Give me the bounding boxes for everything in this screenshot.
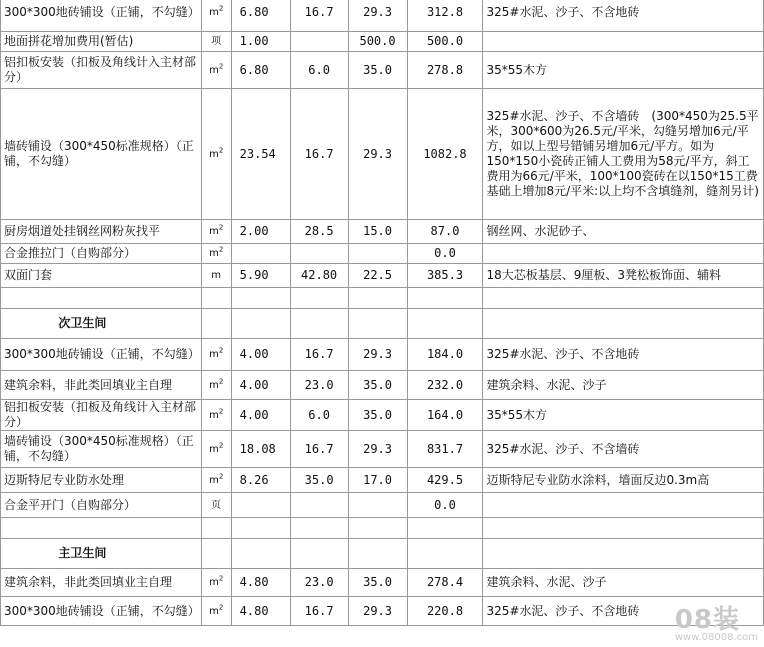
- total-cell[interactable]: 184.0: [407, 339, 483, 371]
- total-cell[interactable]: 232.0: [407, 371, 483, 400]
- table-row: [1, 264, 764, 288]
- watermark-url: www.08008.com: [674, 632, 758, 643]
- total-cell[interactable]: 429.5: [407, 468, 483, 493]
- unit-exponent: 2: [218, 4, 224, 13]
- empty-cell[interactable]: [290, 518, 348, 539]
- note-cell[interactable]: 325#水泥、沙子、不含地砖: [483, 597, 764, 626]
- section-header-row: [1, 539, 764, 569]
- unit-base: m: [209, 474, 219, 486]
- labor-price-cell[interactable]: 16.7: [290, 89, 348, 220]
- table-row: [1, 569, 764, 597]
- unit-cell[interactable]: [201, 52, 231, 89]
- unit-exponent: 2: [218, 472, 224, 481]
- unit-cell[interactable]: [201, 244, 231, 264]
- material-price-cell[interactable]: 35.0: [348, 400, 407, 431]
- empty-cell[interactable]: [407, 309, 483, 339]
- empty-cell[interactable]: [290, 288, 348, 309]
- note-cell[interactable]: 建筑余料、水泥、沙子: [483, 371, 764, 400]
- note-cell[interactable]: [483, 32, 764, 52]
- item-name-cell[interactable]: 300*300地砖铺设（正铺，不勾缝）: [1, 339, 202, 371]
- unit-cell[interactable]: [201, 468, 231, 493]
- labor-price-cell[interactable]: 23.0: [290, 569, 348, 597]
- blank-row: [1, 518, 764, 539]
- unit-cell[interactable]: [201, 220, 231, 244]
- empty-cell[interactable]: [483, 518, 764, 539]
- unit-base: m: [209, 577, 219, 588]
- table-row: [1, 0, 764, 32]
- quantity-cell[interactable]: 6.80: [231, 52, 290, 89]
- unit-base: m: [209, 64, 219, 76]
- empty-cell[interactable]: [348, 539, 407, 569]
- quantity-cell[interactable]: 4.00: [231, 400, 290, 431]
- empty-cell[interactable]: [483, 309, 764, 339]
- quantity-cell[interactable]: 4.00: [231, 371, 290, 400]
- unit-exponent: 2: [218, 223, 224, 232]
- quotation-table-body: [1, 0, 764, 626]
- unit-exponent: 2: [218, 377, 224, 386]
- labor-price-cell[interactable]: 23.0: [290, 371, 348, 400]
- total-cell[interactable]: 278.8: [407, 52, 483, 89]
- labor-price-cell[interactable]: [290, 493, 348, 518]
- material-price-cell[interactable]: 29.3: [348, 597, 407, 626]
- material-price-cell[interactable]: 29.3: [348, 431, 407, 468]
- item-name-cell[interactable]: 建筑余料，非此类回填业主自理: [1, 371, 202, 400]
- table-row: [1, 431, 764, 468]
- total-cell[interactable]: 220.8: [407, 597, 483, 626]
- empty-cell[interactable]: [201, 539, 231, 569]
- unit-cell[interactable]: [201, 371, 231, 400]
- note-cell[interactable]: 35*55木方: [483, 52, 764, 89]
- empty-cell[interactable]: [231, 288, 290, 309]
- total-cell[interactable]: 831.7: [407, 431, 483, 468]
- quantity-cell[interactable]: [231, 493, 290, 518]
- material-price-cell[interactable]: 29.3: [348, 89, 407, 220]
- unit-base: m: [209, 7, 219, 18]
- item-name-cell[interactable]: 建筑余料，非此类回填业主自理: [1, 569, 202, 597]
- unit-exponent: 2: [218, 603, 224, 612]
- total-cell[interactable]: 278.4: [407, 569, 483, 597]
- item-name-cell[interactable]: 合金平开门（自购部分）: [1, 493, 202, 518]
- unit-exponent: 2: [218, 441, 224, 450]
- section-header-row: [1, 309, 764, 339]
- unit-cell[interactable]: [201, 597, 231, 626]
- empty-cell[interactable]: [290, 309, 348, 339]
- item-name-cell[interactable]: 铝扣板安装（扣板及角线计入主材部分）: [1, 52, 202, 89]
- item-name-cell[interactable]: 双面门套: [1, 264, 202, 288]
- total-cell[interactable]: 87.0: [407, 220, 483, 244]
- note-cell[interactable]: 35*55木方: [483, 400, 764, 431]
- empty-cell[interactable]: [1, 518, 202, 539]
- unit-exponent: 2: [218, 346, 224, 355]
- total-cell[interactable]: 312.8: [407, 0, 483, 32]
- item-name-cell[interactable]: 300*300地砖铺设（正铺，不勾缝）: [1, 597, 202, 626]
- unit-exponent: 2: [218, 146, 224, 155]
- empty-cell[interactable]: [407, 518, 483, 539]
- item-name-cell[interactable]: 厨房烟道处挂钢丝网粉灰找平: [1, 220, 202, 244]
- empty-cell[interactable]: [231, 539, 290, 569]
- table-row: [1, 493, 764, 518]
- quantity-cell[interactable]: 2.00: [231, 220, 290, 244]
- labor-price-cell[interactable]: 35.0: [290, 468, 348, 493]
- unit-cell[interactable]: [201, 400, 231, 431]
- item-name-cell[interactable]: 地面拼花增加费用(暂估): [1, 32, 202, 52]
- quantity-cell[interactable]: [231, 244, 290, 264]
- unit-base: m: [209, 443, 219, 455]
- blank-row: [1, 288, 764, 309]
- note-cell[interactable]: 325#水泥、沙子、不含地砖: [483, 0, 764, 32]
- labor-price-cell[interactable]: 16.7: [290, 339, 348, 371]
- unit-base: m: [209, 409, 219, 421]
- total-cell[interactable]: 164.0: [407, 400, 483, 431]
- material-price-cell[interactable]: 35.0: [348, 569, 407, 597]
- material-price-cell[interactable]: 35.0: [348, 371, 407, 400]
- unit-base: m: [209, 248, 219, 259]
- unit-cell[interactable]: [201, 569, 231, 597]
- quantity-cell[interactable]: 8.26: [231, 468, 290, 493]
- total-cell[interactable]: 500.0: [407, 32, 483, 52]
- empty-cell[interactable]: [483, 539, 764, 569]
- quantity-cell[interactable]: 5.90: [231, 264, 290, 288]
- item-name-cell[interactable]: 300*300地砖铺设（正铺，不勾缝）: [1, 0, 202, 32]
- unit-base: m: [209, 379, 219, 391]
- watermark-logo-text: 08装: [674, 605, 741, 635]
- unit-exponent: 2: [218, 574, 224, 583]
- unit-exponent: 2: [218, 62, 224, 71]
- empty-cell[interactable]: [231, 518, 290, 539]
- table-row: [1, 468, 764, 493]
- unit-base: m: [209, 605, 219, 617]
- empty-cell[interactable]: [201, 518, 231, 539]
- note-cell[interactable]: [483, 493, 764, 518]
- material-price-cell[interactable]: 22.5: [348, 264, 407, 288]
- note-cell[interactable]: [483, 244, 764, 264]
- table-row: [1, 400, 764, 431]
- labor-price-cell[interactable]: 28.5: [290, 220, 348, 244]
- note-cell[interactable]: 建筑余料、水泥、沙子: [483, 569, 764, 597]
- unit-cell[interactable]: [201, 0, 231, 32]
- labor-price-cell[interactable]: 6.0: [290, 400, 348, 431]
- table-row: [1, 244, 764, 264]
- empty-cell[interactable]: [201, 309, 231, 339]
- labor-price-cell[interactable]: 16.7: [290, 597, 348, 626]
- note-cell[interactable]: 325#水泥、沙子、不含墙砖: [483, 431, 764, 468]
- empty-cell[interactable]: [348, 288, 407, 309]
- quantity-cell[interactable]: 18.08: [231, 431, 290, 468]
- labor-price-cell[interactable]: 16.7: [290, 431, 348, 468]
- material-price-cell[interactable]: 17.0: [348, 468, 407, 493]
- empty-cell[interactable]: [483, 288, 764, 309]
- empty-cell[interactable]: [348, 309, 407, 339]
- table-row: [1, 220, 764, 244]
- item-name-cell[interactable]: 墙砖铺设（300*450标准规格）（正铺，不勾缝）: [1, 89, 202, 220]
- labor-price-cell[interactable]: [290, 244, 348, 264]
- empty-cell[interactable]: [201, 288, 231, 309]
- material-price-cell[interactable]: 500.0: [348, 32, 407, 52]
- section-title-cell[interactable]: 次卫生间: [1, 309, 202, 339]
- item-name-cell[interactable]: 铝扣板安装（扣板及角线计入主材部分）: [1, 400, 202, 431]
- section-title-cell[interactable]: 主卫生间: [1, 539, 202, 569]
- note-cell[interactable]: 325#水泥、沙子、不含地砖: [483, 339, 764, 371]
- empty-cell[interactable]: [1, 288, 202, 309]
- unit-cell[interactable]: m: [201, 264, 231, 288]
- quantity-cell[interactable]: 4.80: [231, 597, 290, 626]
- total-cell[interactable]: 385.3: [407, 264, 483, 288]
- empty-cell[interactable]: [290, 539, 348, 569]
- unit-cell[interactable]: [201, 339, 231, 371]
- item-name-cell[interactable]: 迈斯特尼专业防水处理: [1, 468, 202, 493]
- watermark-logo: [675, 599, 758, 643]
- unit-exponent: 2: [218, 407, 224, 416]
- material-price-cell[interactable]: [348, 244, 407, 264]
- total-cell[interactable]: 0.0: [407, 493, 483, 518]
- labor-price-cell[interactable]: 42.80: [290, 264, 348, 288]
- quantity-cell[interactable]: 6.80: [231, 0, 290, 32]
- unit-cell[interactable]: 页: [201, 493, 231, 518]
- empty-cell[interactable]: [348, 518, 407, 539]
- material-price-cell[interactable]: 15.0: [348, 220, 407, 244]
- unit-base: m: [209, 349, 219, 360]
- material-price-cell[interactable]: 29.3: [348, 0, 407, 32]
- empty-cell[interactable]: [407, 539, 483, 569]
- unit-base: m: [209, 226, 219, 237]
- note-cell[interactable]: 18大芯板基层、9厘板、3凳松板饰面、辅料: [483, 264, 764, 288]
- unit-cell[interactable]: [201, 431, 231, 468]
- table-row: [1, 371, 764, 400]
- table-row: [1, 597, 764, 626]
- material-price-cell[interactable]: [348, 493, 407, 518]
- quantity-cell[interactable]: 4.00: [231, 339, 290, 371]
- total-cell[interactable]: 1082.8: [407, 89, 483, 220]
- item-name-cell[interactable]: 墙砖铺设（300*450标准规格）（正铺，不勾缝）: [1, 431, 202, 468]
- note-cell[interactable]: 迈斯特尼专业防水涂料，墙面反边0.3m高: [483, 468, 764, 493]
- note-cell[interactable]: 325#水泥、沙子、不含墙砖 (300*450为25.5平米，300*600为26.5元/平米，勾缝另增加6元/平方，如以上型号错铺另增加6元/平方。如为150*150小瓷砖正铺人工费用为58元/平方，斜工费用为66元/平米，100*100瓷砖在以150*15工费基础上增加8元/平米:以上均不含填缝剂，缝剂另计): [483, 89, 764, 220]
- quantity-cell[interactable]: 4.80: [231, 569, 290, 597]
- empty-cell[interactable]: [407, 288, 483, 309]
- labor-price-cell[interactable]: 6.0: [290, 52, 348, 89]
- unit-exponent: 2: [218, 245, 224, 254]
- unit-cell[interactable]: [201, 89, 231, 220]
- table-row: [1, 32, 764, 52]
- unit-base: m: [209, 148, 219, 160]
- total-cell[interactable]: 0.0: [407, 244, 483, 264]
- labor-price-cell[interactable]: [290, 32, 348, 52]
- item-name-cell[interactable]: 合金推拉门（自购部分）: [1, 244, 202, 264]
- quantity-cell[interactable]: 1.00: [231, 32, 290, 52]
- material-price-cell[interactable]: 35.0: [348, 52, 407, 89]
- table-row: [1, 52, 764, 89]
- table-row: [1, 339, 764, 371]
- material-price-cell[interactable]: 29.3: [348, 339, 407, 371]
- table-row: [1, 89, 764, 220]
- labor-price-cell[interactable]: 16.7: [290, 0, 348, 32]
- note-cell[interactable]: 钢丝网、水泥砂子、: [483, 220, 764, 244]
- empty-cell[interactable]: [231, 309, 290, 339]
- unit-cell[interactable]: 项: [201, 32, 231, 52]
- quantity-cell[interactable]: 23.54: [231, 89, 290, 220]
